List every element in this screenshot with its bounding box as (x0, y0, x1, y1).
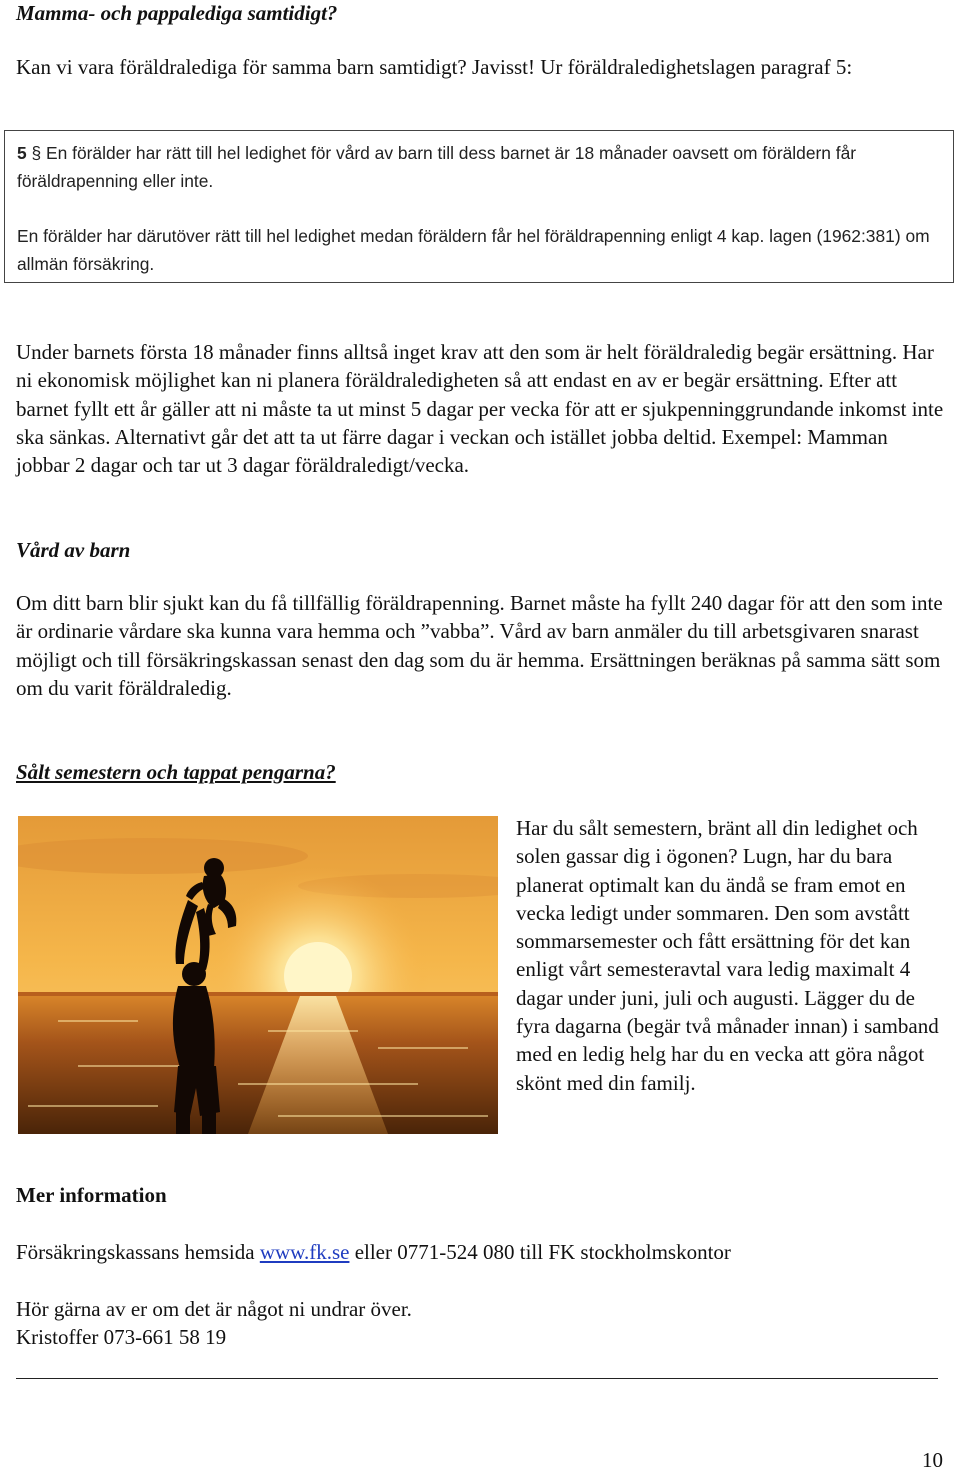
law-section-number: 5 (17, 143, 27, 163)
page-number: 10 (922, 1448, 943, 1472)
bottom-divider (16, 1378, 938, 1379)
law-paragraph-1-text: En förälder har rätt till hel ledighet för vård av barn till dess barnet är 18 månader oavsett om föräldern får föräldrapenning eller inte. (17, 143, 857, 191)
fk-contact-line (16, 1238, 946, 1266)
paragraph-symbol: § (31, 143, 42, 163)
vard-av-barn-paragraph: Om ditt barn blir sjukt kan du få tillfällig föräldrapenning. Barnet måste ha fyllt 240 dagar för att den som inte är ordinarie vårdare ska kunna vara hemma och ”vabba”. Vård av barn anmäler du till arbetsgivaren snarast möjligt och till försäkringskassan senast den dag som du är hemma. Ersättningen beräknas på samma sätt som om du varit föräldraledig. (16, 591, 943, 700)
salt-semestern-heading: Sålt semestern och tappat pengarna? (16, 760, 336, 784)
mer-information-heading: Mer information (16, 1183, 167, 1207)
sunset-parent-child-photo (18, 816, 498, 1134)
salt-semestern-paragraph: Har du sålt semestern, bränt all din ledighet och solen gassar dig i ögonen? Lugn, har du bara planerat optimalt kan du ändå se fram emot en vecka ledigt under sommaren. Den som avstått sommarsemester och fått ersättning för det kan enligt vårt semesteravtal vara ledig maximalt 4 dagar under juni, juli och augusti. Lägger du de fyra dagarna (begär två månader innan) i samband med en ledig helg har du en vecka att göra något skönt med din familj. (516, 816, 939, 1095)
page-title: Mamma- och pappalediga samtidigt? (16, 1, 338, 25)
intro-paragraph: Kan vi vara föräldralediga för samma barn samtidigt? Javisst! Ur föräldraledighetslagen paragraf 5: (16, 55, 853, 79)
ersattning-paragraph: Under barnets första 18 månader finns alltså inget krav att den som är helt föräldraledig begär ersättning. Har ni ekonomisk möjlighet kan ni planera föräldraledigheten så att endast en av er begär ersättning. Efter att barnet fyllt ett år gäller att ni måste ta ut minst 5 dagar per vecka för att er sjukpenninggrundande inkomst inte ska sänkas. Alternativt går det att ta ut färre dagar i veckan och istället jobba deltid. Exempel: Mamman jobbar 2 dagar och tar ut 3 dagar föräldraledigt/vecka. (16, 340, 944, 478)
contact-line-2: Kristoffer 073-661 58 19 (16, 1325, 227, 1350)
law-paragraph-1 (5, 140, 960, 195)
contact-line-1: Hör gärna av er om det är något ni undrar över. (16, 1297, 412, 1321)
law-quote-box (4, 130, 954, 283)
fk-prefix: Försäkringskassans hemsida (16, 1240, 260, 1264)
contact-block (16, 1295, 946, 1352)
vard-av-barn-heading: Vård av barn (16, 538, 131, 562)
law-paragraph-2: En förälder har därutöver rätt till hel ledighet medan föräldern får hel föräldrapenning enligt 4 kap. lagen (1962:381) om allmän försäkring. (17, 226, 930, 274)
fk-suffix: eller 0771-524 080 till FK stockholmskontor (349, 1240, 731, 1264)
fk-website-link[interactable]: www.fk.se (259, 1240, 350, 1264)
